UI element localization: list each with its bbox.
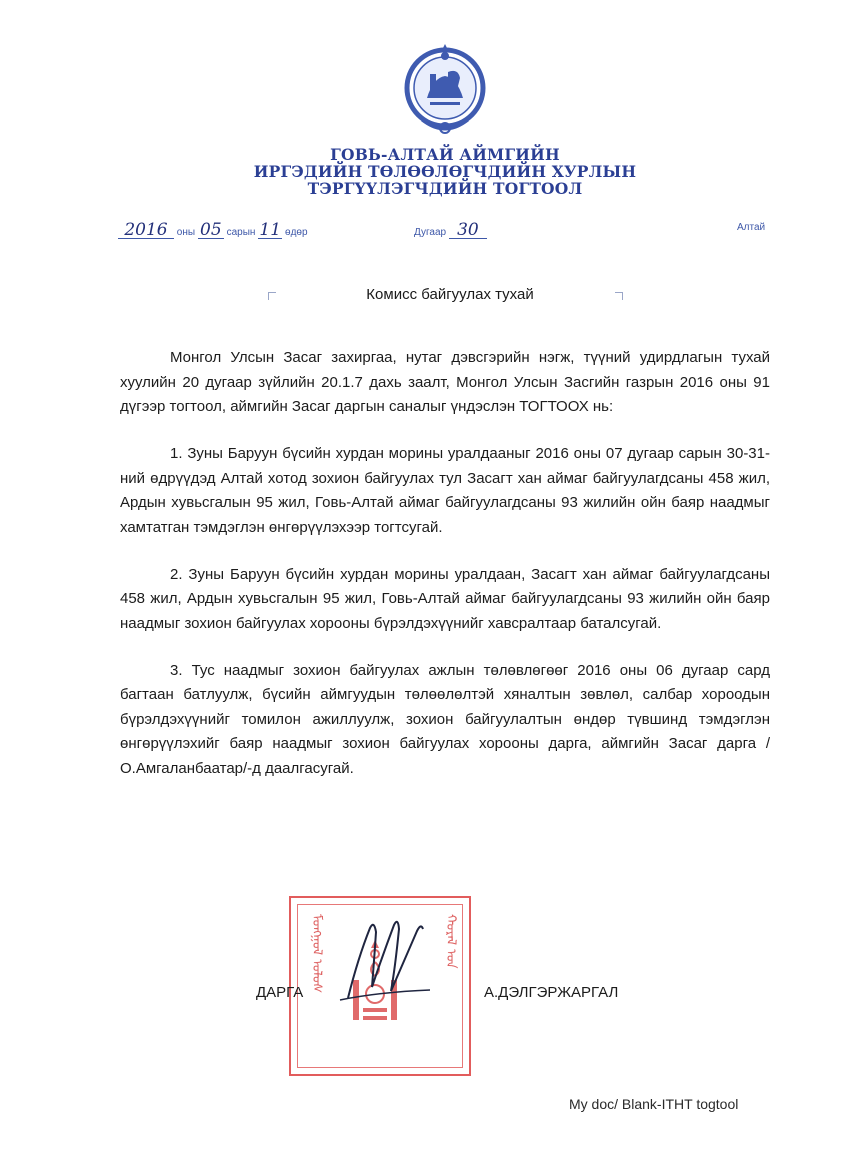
document-number	[414, 222, 487, 239]
document-body	[120, 346, 770, 804]
stamp-script-right: ᠬᠤᠷᠠᠯ ᠤᠨ	[443, 914, 458, 969]
number-value: 30	[449, 222, 487, 239]
signature-icon	[330, 908, 450, 1018]
date-year-label: оны	[176, 227, 196, 238]
header-line-3: ТЭРГҮҮЛЭГЧДИЙН ТОГТООЛ	[307, 179, 583, 198]
state-emblem-icon	[400, 40, 490, 140]
document-subject: Комисс байгуулах тухай	[366, 286, 534, 303]
signatory-title: ДАРГА	[256, 984, 304, 1001]
resolution-item-1: 1. Зуны Баруун бүсийн хурдан морины уралдааныг 2016 оны 07 дугаар сарын 30-31-ний өдрүүдэд Алтай хотод зохион байгуулах тул Засагт хан аймаг байгуулагдсаны 458 жил, Ардын хувьсгалын 95 жил, Говь-Алтай аймаг байгуулагдсаны 93 жилийн ойн баяр наадмыг хамтатган тэмдэглэн өнгөрүүлэхээр тогтсугай.	[120, 445, 770, 536]
date-year: 2016	[118, 222, 174, 239]
stamp-script-left: ᠮᠣᠩᠭᠣᠯ ᠤᠯᠤᠰ	[309, 914, 324, 994]
subject-corner-right	[615, 292, 623, 300]
document-header	[250, 146, 640, 197]
resolution-item-3: 3. Тус наадмыг зохион байгуулах ажлын төлөвлөгөөг 2016 оны 06 дугаар сард багтаан батлуулж, бүсийн аймгуудын төлөөлөлтэй хяналтын зөвлөл, салбар хороодын бүрэлдэхүүнийг томилон ажиллуулж, зохион байгуулалтын өндөр түвшинд тэмдэглэн өнгөрүүлэхийг баяр наадмыг зохион байгуулах хорооны дарга, аймгийн Засаг дарга /О.Амгаланбаатар/-д даалгасугай.	[120, 661, 770, 777]
date-day-label: өдөр	[285, 227, 308, 238]
date-month: 05	[198, 222, 224, 239]
header-line-1: ГОВЬ-АЛТАЙ АЙМГИЙН	[330, 145, 560, 164]
signatory-name: А.ДЭЛГЭРЖАРГАЛ	[484, 984, 619, 1001]
document-date	[118, 222, 308, 239]
preamble-paragraph: Монгол Улсын Засаг захиргаа, нутаг дэвсгэрийн нэгж, түүний удирдлагын тухай хуулийн 20 дугаар зүйлийн 20.1.7 дахь заалт, Монгол Улсын Засгийн газрын 2016 оны 91 дүгээр тогтоол, аймгийн Засаг даргын саналыг үндэслэн ТОГТООХ нь:	[120, 349, 770, 415]
date-month-label: сарын	[226, 227, 256, 238]
resolution-item-2: 2. Зуны Баруун бүсийн хурдан морины уралдаан, Засагт хан аймаг байгуулагдсаны 458 жил, Ардын хувьсгалын 95 жил, Говь-Алтай аймаг байгуулагдсаны 93 жилийн ойн баяр наадмыг зохион байгуулах хорооны бүрэлдэхүүнийг хавсралтаар баталсугай.	[120, 565, 770, 632]
date-day: 11	[259, 220, 282, 240]
number-label: Дугаар	[414, 227, 447, 238]
subject-corner-left	[268, 292, 276, 300]
document-place: Алтай	[737, 222, 766, 233]
header-line-2: ИРГЭДИЙН ТӨЛӨӨЛӨГЧДИЙН ХУРЛЫН	[253, 162, 637, 181]
footer-file-path: My doc/ Blank-ITHT togtool	[569, 1096, 739, 1112]
